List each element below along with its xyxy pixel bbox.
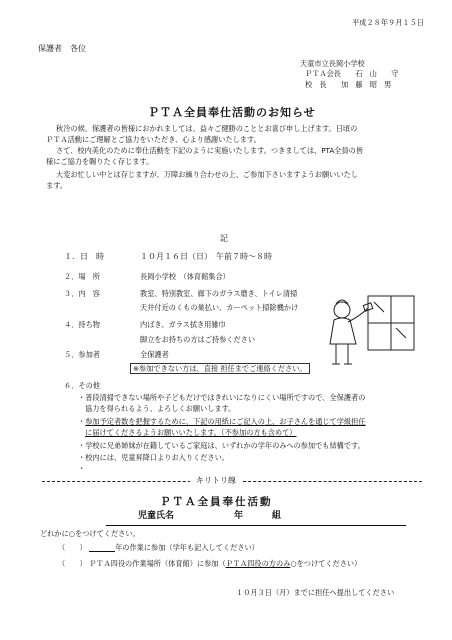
pta-president: ＰＴＡ会長 石 山 守 xyxy=(305,69,399,78)
principal: 校 長 加 藤 昭 男 xyxy=(305,80,392,89)
date-label: １．日 時 xyxy=(64,252,104,261)
bullet-1-text: 普段清掃できない場所や子どもだけではきれいになりにくい場所ですので、全保護者の xyxy=(85,393,366,402)
place-value: 長岡小学校 （体育館集合） xyxy=(140,272,230,281)
body-line-1: 秋冷の候、保護者の皆様におかれましては、益々ご健勝のこととお喜び申し上げます。日頃の xyxy=(56,124,358,133)
belongings-line-1: 内ばき、ガラス拭き用雑巾 xyxy=(140,320,226,329)
place-label: ２．場 所 xyxy=(64,272,100,281)
bullet-2-cont: に届けてくださるようお願いいたします。（不参加の方も含めて） xyxy=(85,428,297,437)
grade-label: 年 xyxy=(234,511,244,521)
option-1-text: 年の作業に参加（学年も記入してください） xyxy=(115,543,259,552)
page-title: ＰＴＡ全員奉仕活動のお知らせ xyxy=(148,106,316,119)
content-label: ３．内 容 xyxy=(64,289,100,298)
bullet-1-cont: 協力を得られるよう、よろしくお願いします。 xyxy=(85,404,236,413)
body-line-6: ます。 xyxy=(46,181,67,190)
cut-line-label: キリトリ線 xyxy=(190,476,242,486)
option-1-grade-blank[interactable] xyxy=(89,543,115,552)
recipient: 保護者 各位 xyxy=(38,44,86,53)
school-name: 天童市立長岡小学校 xyxy=(300,59,365,68)
bullet-3-text: 学校に兄弟姉妹が在籍しているご家庭は、いずれかの学年のみへの参加でも結構です。 xyxy=(85,441,365,450)
participants-label: ５．参加者 xyxy=(64,350,100,359)
class-label: 組 xyxy=(272,511,282,521)
deadline-note: １０月３日（月）までに担任へ提出してください xyxy=(236,588,395,597)
form-instruction: どれかに○をつけてください。 xyxy=(40,529,140,538)
bullet-2-text: 参加予定者数を把握するために、下記の用紙にご記入の上、お子さんを通じて学級担任 xyxy=(85,417,366,426)
student-name-label: 児童氏名 xyxy=(138,511,175,521)
option-2-paren[interactable]: （ ） xyxy=(58,559,87,568)
bullet-1: ・普段清掃できない場所や子どもだけではきれいになりにくい場所ですので、全保護者の xyxy=(78,393,366,402)
student-name-line[interactable] xyxy=(106,511,406,526)
option-1-paren[interactable]: （ ） xyxy=(58,543,87,552)
option-2-text-b: ○をつけてください） xyxy=(290,559,362,568)
body-line-4: 様にご協力を賜りたく存じます。 xyxy=(46,157,154,166)
belongings-label: ４．持ち物 xyxy=(64,320,100,329)
date-value: １０月１６日（日） 午前７時～８時 xyxy=(140,252,272,261)
ki-mark: 記 xyxy=(220,234,228,243)
option-1[interactable] xyxy=(58,543,259,552)
bullet-4: ・校内には、児童昇降口よりお入りください。 xyxy=(78,453,229,462)
bullet-4-text: 校内には、児童昇降口よりお入りください。 xyxy=(85,453,229,462)
option-2-text-a: ＰＴＡ四役の作業場所（体育館）に参加（ xyxy=(89,559,226,568)
content-line-2: 天井付近のくもの巣払い、カーペット掃除機かけ xyxy=(140,303,299,312)
form-title: ＰＴＡ全員奉仕活動 xyxy=(160,496,273,508)
bullet-5: ・ xyxy=(78,464,86,473)
other-label: ６．その他 xyxy=(64,381,100,390)
document-date: 平成２８年９月１５日 xyxy=(352,18,424,27)
body-line-2: ＰＴＡ活動にご理解とご協力をいただき、心より感謝いたします。 xyxy=(46,135,261,144)
option-2-text-underline: ＰＴＡ四役の方のみ xyxy=(225,559,291,568)
content-line-1: 教室、特別教室、廊下のガラス磨き、トイレ清掃 xyxy=(140,289,298,298)
option-2[interactable] xyxy=(58,559,361,568)
belongings-line-2: 脚立をお持ちの方はご持参ください xyxy=(140,335,256,344)
cleaning-illustration-icon xyxy=(318,290,418,370)
participants-value: 全保護者 xyxy=(140,350,169,359)
body-line-3: さて、校内美化のために奉仕活動を下記のように実施いたします。つきましては、PTA全員の皆 xyxy=(56,146,364,155)
bullet-3: ・学校に兄弟姉妹が在籍しているご家庭は、いずれかの学年のみへの参加でも結構です。 xyxy=(78,441,365,450)
bullet-2: ・参加予定者数を把握するために、下記の用紙にご記入の上、お子さんを通じて学級担任 xyxy=(78,417,366,426)
body-line-5: 大変お忙しい中とは存じますが、万障お繰り合わせの上、ご参加下さいますようお願いいたし xyxy=(56,170,358,179)
contact-note: ※参加できない方は、直接 担任までご連絡ください。 xyxy=(130,363,310,374)
